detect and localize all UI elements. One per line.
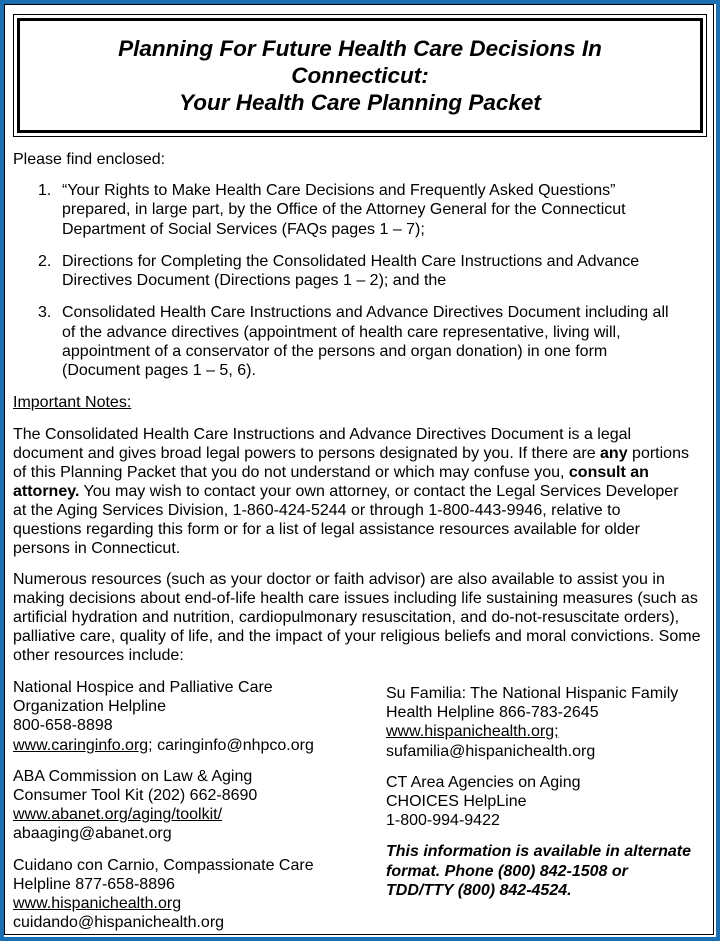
resources-paragraph: Numerous resources (such as your doctor or faith advisor) are also available to assist you in making decisions about end-of-life health care issues including life sustaining measures (such as artificial hydration and nutrition, cardiopulmonary resuscitation, and do-not-resuscitate orders), palliative care, quality of life, and the impact of your religious beliefs and moral convictions. Some other resources include: <box>13 571 701 664</box>
list-text: Directions for Completing the Consolidated Health Care Instructions and Advance Directives Document (Directions pages 1 – 2); and the <box>62 252 640 290</box>
caringinfo-link[interactable]: www.caringinfo.org; <box>13 736 153 754</box>
resource-line: CT Area Agencies on Aging <box>386 773 581 791</box>
resource-line: CHOICES HelpLine <box>386 793 527 811</box>
resource-line: Su Familia: The National Hispanic Family <box>386 685 679 702</box>
resource-line: 1-800-994-9422 <box>386 812 500 830</box>
list-text: Consolidated Health Care Instructions and Advance Directives Document including all of the advance directives (appointment of health care representative, living will, appointment of a conservator of the persons and organ donation) in one form (Document pages 1 – 5, 6). <box>62 304 669 380</box>
resource-line: Helpline 877-658-8896 <box>13 875 175 893</box>
resource-line: Organization Helpline <box>13 698 166 716</box>
title-line-3: Your Health Care Planning Packet <box>179 90 541 115</box>
text: portions of this Planning Packet that you do not understand or which may confuse you, <box>13 445 689 481</box>
list-item <box>13 303 683 380</box>
resource-email: caringinfo@nhpco.org <box>152 736 314 754</box>
text: The Consolidated Health Care Instructions and Advance Directives Document is a legal document and gives broad legal powers to persons designated by you. If there are <box>13 426 632 462</box>
resource-line: Health Helpline 866-783-2645 <box>386 704 599 722</box>
resource-line: Consumer Tool Kit (202) 662-8690 <box>13 787 258 805</box>
resource-email: cuidando@hispanichealth.org <box>13 914 225 932</box>
alternate-format-note: This information is available in alternate <box>386 843 691 861</box>
hispanichealth-link[interactable]: www.hispanichealth.org; <box>386 723 559 741</box>
list-number: 3. <box>38 304 52 322</box>
abanet-link[interactable]: www.abanet.org/aging/toolkit/ <box>13 806 223 824</box>
resources-left-column <box>13 678 373 932</box>
intro-text: Please find enclosed: <box>13 151 166 168</box>
resource-line: 800-658-8898 <box>13 717 113 735</box>
list-text: “Your Rights to Make Health Care Decisions and Frequently Asked Questions” prepared, in large part, by the Office of the Attorney General for the Connecticut Department of Social Services (FAQs pages 1 – 7); <box>62 182 626 238</box>
emphasis: consult an attorney. <box>13 464 649 500</box>
alternate-format-note: format. Phone (800) 842-1508 or <box>386 862 628 880</box>
resource-email: sufamilia@hispanichealth.org <box>386 742 596 760</box>
resource-line: Cuidano con Carnio, Compassionate Care <box>13 856 314 874</box>
title-box <box>13 14 707 137</box>
resource-line: National Hospice and Palliative Care <box>13 679 273 696</box>
enclosed-list <box>13 181 683 381</box>
list-item <box>13 252 683 291</box>
title-line-1: Planning For Future Health Care Decisions In <box>118 36 602 61</box>
list-item <box>13 181 683 239</box>
title-line-2: Connecticut: <box>291 63 429 88</box>
legal-notice-paragraph <box>13 425 693 558</box>
list-number: 1. <box>38 182 52 199</box>
emphasis: any <box>600 445 628 462</box>
list-number: 2. <box>38 252 52 270</box>
resource-email: abaaging@abanet.org <box>13 825 172 843</box>
alternate-format-note: TDD/TTY (800) 842-4524. <box>386 881 572 899</box>
hispanichealth-link[interactable]: www.hispanichealth.org <box>13 895 182 913</box>
resources-right-column <box>386 684 711 900</box>
text: You may wish to contact your own attorney, or contact the Legal Services Developer at the Aging Services Division, 1-860-424-5244 or through 1-800-443-9946, relative to questions regarding this form or for a list of legal assistance resources available for older persons in Connecticut. <box>13 483 679 557</box>
important-notes-heading: Important Notes: <box>13 394 132 411</box>
resource-line: ABA Commission on Law & Aging <box>13 767 253 785</box>
